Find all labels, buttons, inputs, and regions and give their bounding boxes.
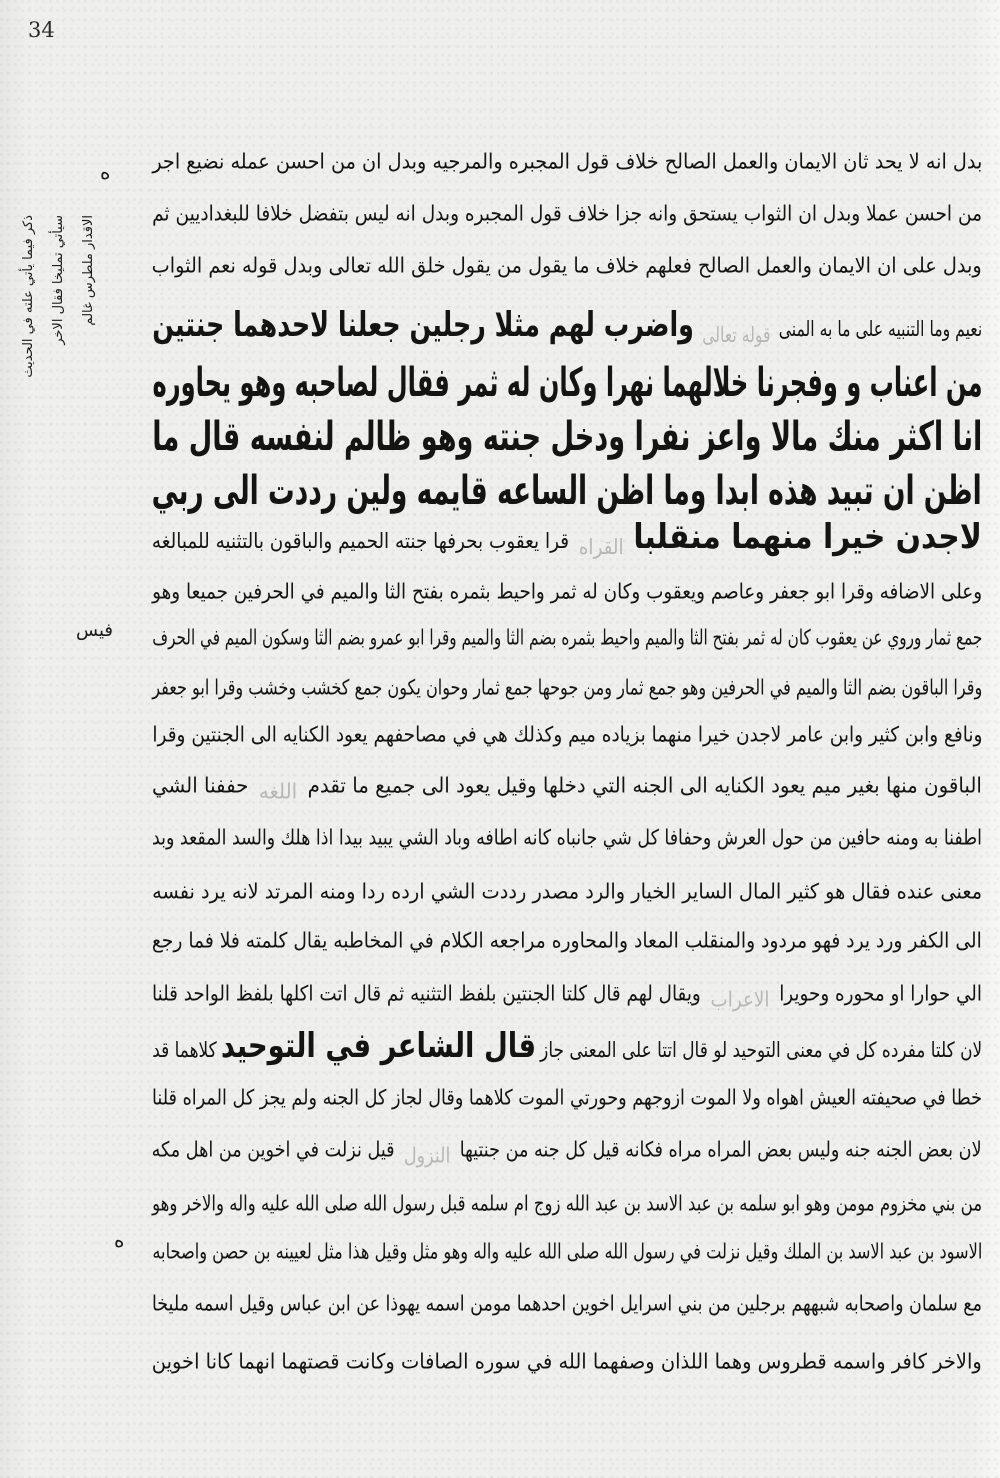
line-content	[152, 201, 982, 226]
commentary-text: والاخر كافر واسمه قطروس وهما اللذان وصفهما الله في سوره الصافات وكانت قصتهما انهما كانا اخوين	[152, 1349, 982, 1374]
line-content	[152, 722, 982, 747]
commentary-text: ونافع وابن كثير وابن عامر لاجدن خيرا منهما بزياده ميم وكذلك هي في مصاحفهم يعود الكنايه الى الجنتين وقرا	[152, 722, 982, 747]
manuscript-line	[152, 675, 982, 700]
quran-verse-text: من اعناب و وفجرنا خلالهما نهرا وكان له ثمر فقال لصاحبه وهو يحاوره	[152, 360, 982, 406]
commentary-text: ويقال لهم قال كلتا الجنتين بلفظ التثنيه ثم قال اتت اكلها بلفظ الواحد قلنا	[152, 981, 701, 1006]
gloss-text: سيأتي تمليخا فقال الاخر	[51, 215, 66, 345]
manuscript-line	[151, 305, 982, 347]
marginal-mark: فيس	[76, 620, 113, 641]
line-content	[152, 1085, 982, 1110]
manuscript-line	[152, 879, 982, 904]
line-content	[151, 414, 982, 460]
line-content	[151, 579, 982, 604]
line-content	[152, 879, 982, 904]
gloss-text: ذكر فيما يأتي علته في الحديث	[21, 215, 36, 378]
line-content	[152, 1026, 982, 1066]
section-rubric: النزول	[404, 1143, 451, 1168]
section-rubric: قوله تعالى	[702, 323, 771, 347]
commentary-text: من بني مخزوم مومن وهو ابو سلمه بن عبد الاسد بن عبد الله زوج ام سلمه قبل رسول الله صلى الله عليه واله والاخر وهو	[152, 1191, 982, 1216]
manuscript-line	[151, 1137, 982, 1168]
page-number: 34	[28, 18, 55, 42]
line-content	[152, 981, 982, 1012]
line-content	[151, 149, 982, 174]
manuscript-line	[152, 1239, 982, 1264]
gloss-text: الاقدار ملطرس غالم	[81, 215, 96, 326]
manuscript-line	[152, 201, 982, 226]
commentary-text: مع سلمان واصحابه شبههم برجلين من بني اسرايل اخوين احدهما مومن اسمه يهوذا عن ابن عباس وقيل اسمه مليخا	[152, 1291, 982, 1316]
manuscript-line	[151, 253, 982, 278]
commentary-text: الى الكفر ورد يرد فهو مردود والمنقلب المعاد والمحاوره مراجعه الكلام في المخاطبه يقال كلمته فلا فما رجع	[152, 928, 982, 953]
line-content	[151, 305, 982, 347]
line-content	[151, 253, 982, 278]
commentary-text: اطفنا به ومنه حافين من حول العرش وحفافا كل شي جانباه كانه اطافه وباد الشي يبيد بيدا اذا هلك والسد المقعد وبد	[152, 825, 982, 850]
commentary-text: كلاهما قد	[152, 1038, 217, 1062]
commentary-text: من احسن عملا وبدل ان الثواب يستحق وانه جزا خلاف قول المجبره وبدل انه ليس بتفضل خلافا للبغداديين ثم	[152, 201, 982, 226]
manuscript-line	[151, 468, 982, 514]
commentary-text: الي حوارا او محوره وحويرا	[779, 981, 982, 1006]
commentary-text: معنى عنده فقال هو كثير المال الساير الخيار والرد مصدر رددت الشي ارده ردا ومنه المرتد لانه يرد نفسه	[152, 879, 982, 904]
section-rubric: القراه	[578, 535, 624, 559]
manuscript-line	[151, 579, 982, 604]
commentary-text: خطا في صحيفته العيش اهواه ولا الموت ازوجهم وحورتي الموت كلاهما وقال لجاز كل الجنه ولم يجز كل المراه قلنا	[152, 1085, 982, 1110]
quran-verse-text: اظن ان تبيد هذه ابدا وما اظن الساعه قايمه ولين رددت الى ربي	[151, 468, 982, 514]
line-content	[151, 468, 982, 514]
manuscript-line	[152, 722, 982, 747]
manuscript-line	[152, 1349, 982, 1374]
line-content	[152, 675, 982, 700]
manuscript-line	[152, 1026, 982, 1066]
manuscript-line	[152, 517, 982, 559]
commentary-text: الباقون منها بغير ميم يعود الكنايه الى الجنه التي دخلها وقيل يعود الى جميع ما تقدم	[307, 773, 982, 798]
manuscript-line	[152, 1085, 982, 1110]
commentary-text: وقرا الباقون بضم الثا والميم في الحرفين وهو جمع ثمار ومن جوحها جمع ثمار وحوان يكون جمع كخشب وخشب وقرا ابو جعفر	[152, 675, 982, 700]
manuscript-line	[152, 773, 982, 804]
quran-verse-text: انا اكثر منك مالا واعز نفرا ودخل جنته وهو ظالم لنفسه قال ما	[151, 414, 982, 460]
commentary-text: نعيم وما التنبيه على ما به المنى	[778, 317, 982, 341]
line-content	[152, 773, 982, 804]
manuscript-line	[151, 149, 982, 174]
line-content	[151, 625, 982, 650]
quran-verse-text: لاجدن خيرا منهما منقلبا	[633, 517, 982, 557]
line-content	[152, 1239, 982, 1264]
line-content	[151, 1137, 982, 1168]
commentary-text: بدل انه لا يحد ثان الايمان والعمل الصالح خلاف قول المجبره والمرجيه وبدل ان من احسن عمله نضيع اجر	[151, 149, 982, 174]
marginal-mark: ه	[100, 160, 111, 184]
line-content	[152, 360, 982, 406]
commentary-text: وبدل على ان الايمان والعمل الصالح فعلهم خلاف ما يقول من يقول خلق الله تعالى وبدل قوله نعم الثواب	[151, 253, 982, 278]
line-content	[152, 1191, 982, 1216]
commentary-text: حففنا الشي	[152, 773, 249, 798]
section-rubric: الاعراب	[710, 987, 770, 1012]
line-content	[152, 928, 982, 953]
quran-verse-text: واضرب لهم مثلا رجلين جعلنا لاحدهما جنتين	[151, 305, 694, 345]
quran-verse-text: قال الشاعر في التوحيد	[220, 1026, 536, 1066]
manuscript-line	[151, 625, 982, 650]
line-content	[152, 825, 982, 850]
manuscript-line	[152, 1191, 982, 1216]
marginal-mark: ه	[114, 1228, 125, 1252]
line-content	[152, 1291, 982, 1316]
commentary-text: الاسود بن عبد الاسد بن الملك وقيل نزلت في رسول الله صلى الله عليه واله وهو مثل وقيل هذا مثل لعيينه بن حصن واصحابه	[152, 1239, 982, 1264]
line-content	[152, 1349, 982, 1374]
manuscript-line	[152, 981, 982, 1012]
manuscript-line	[152, 825, 982, 850]
manuscript-line	[152, 360, 982, 406]
commentary-text: قرا يعقوب بحرفها جنته الحميم والباقون بالتثنيه للمبالغه	[152, 529, 570, 553]
line-content	[152, 517, 982, 559]
commentary-text: قيل نزلت في اخوين من اهل مكه	[151, 1137, 395, 1162]
manuscript-line	[152, 1291, 982, 1316]
commentary-text: لان بعض الجنه جنه وليس بعض المراه مراه فكانه قيل كل جنه من جنتيها	[460, 1137, 982, 1162]
manuscript-line	[152, 928, 982, 953]
manuscript-line	[151, 414, 982, 460]
commentary-text: لان كلتا مفرده كل في معنى التوحيد لو قال اتتا على المعنى جاز	[539, 1038, 982, 1062]
section-rubric: اللغه	[258, 779, 298, 804]
commentary-text: وعلى الاضافه وقرا ابو جعفر وعاصم ويعقوب وكان له ثمر واحيط بثمره بفتح الثا والميم في الحرفين جميعا وهو	[151, 579, 982, 604]
commentary-text: جمع ثمار وروي عن يعقوب كان له ثمر بفتح الثا والميم واحيط بثمره بضم الثا والميم وقرا ابو عمرو بضم الثا وسكون الميم في الحرف	[151, 625, 982, 650]
